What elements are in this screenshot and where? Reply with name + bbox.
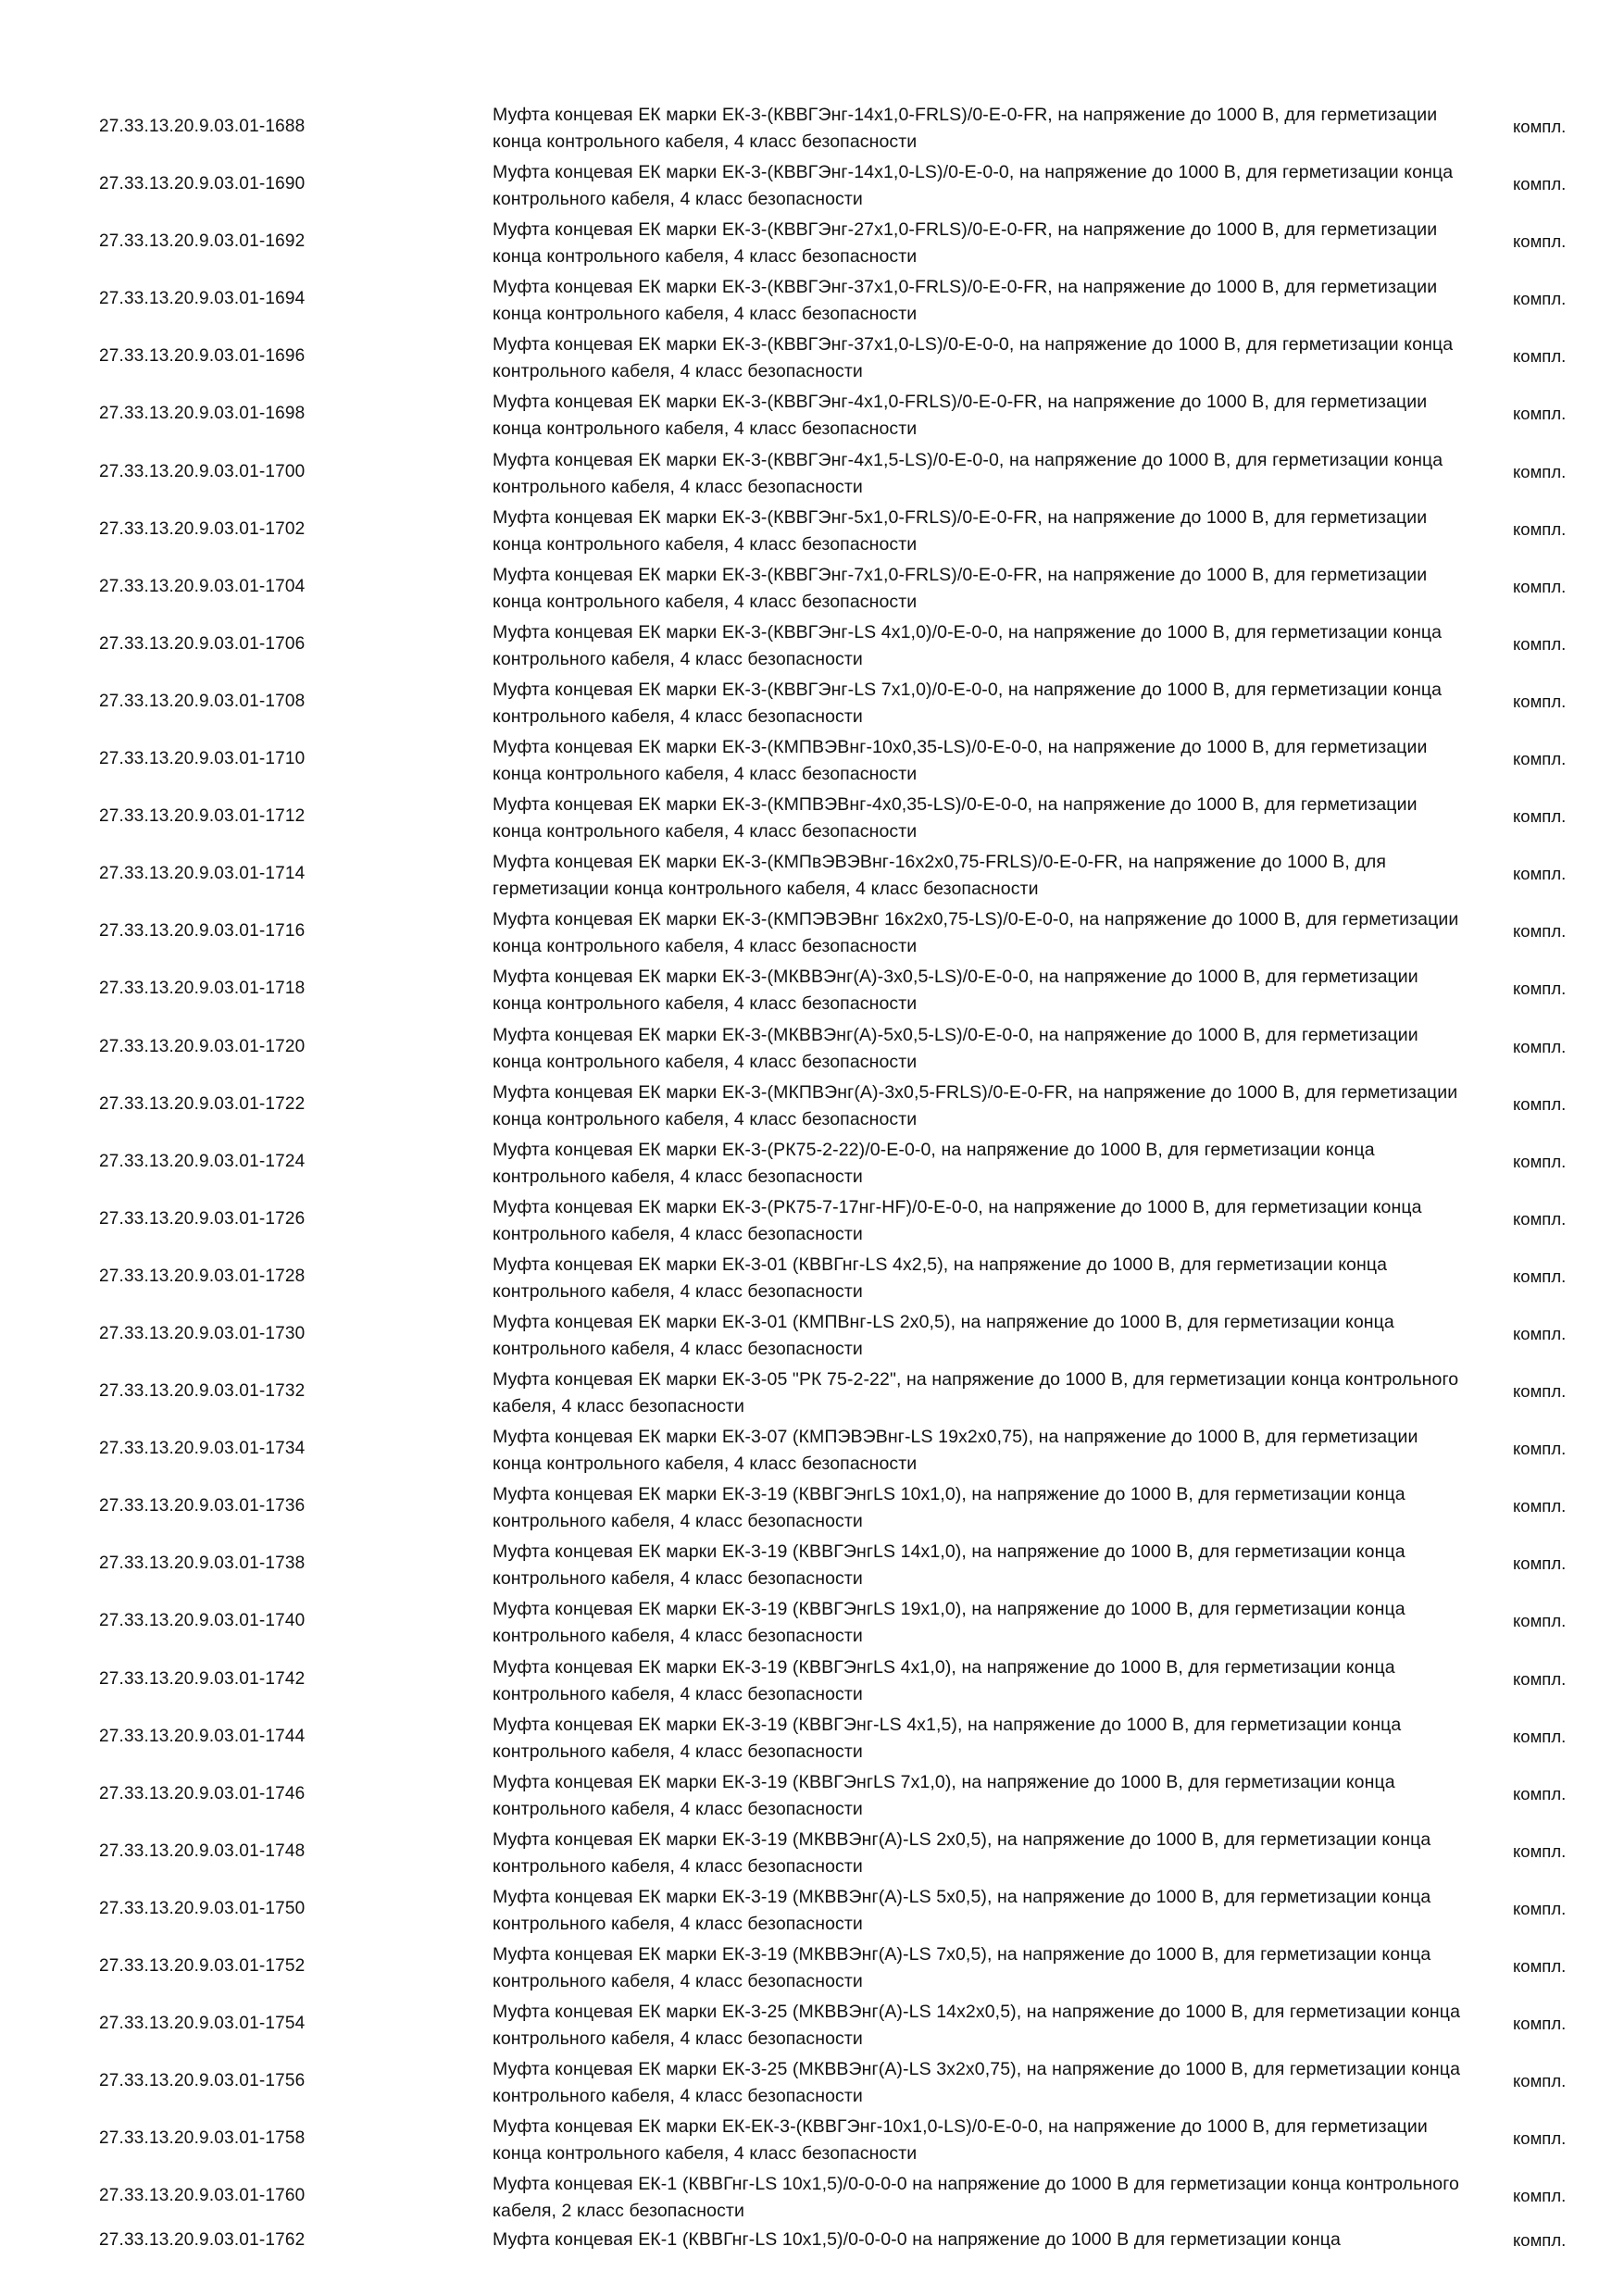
item-code: 27.33.13.20.9.03.01-1742 xyxy=(99,1668,306,1689)
item-unit: компл. xyxy=(1513,174,1567,194)
item-code: 27.33.13.20.9.03.01-1712 xyxy=(99,806,306,827)
item-description: Муфта концевая ЕК марки ЕК-3-(КВВГЭнг-7х1,0-FRLS)/0-Е-0-FR, на напряжение до 1000 В, для герметизации конца контрольного кабеля, 4 класс безопасности xyxy=(493,564,1428,612)
item-unit: компл. xyxy=(1513,1151,1567,1171)
item-code: 27.33.13.20.9.03.01-1754 xyxy=(99,2014,306,2034)
table-row xyxy=(0,616,1624,673)
item-code: 27.33.13.20.9.03.01-1748 xyxy=(99,1841,306,1861)
item-unit: компл. xyxy=(1513,2071,1567,2091)
item-description: Муфта концевая ЕК марки ЕК-3-(МКВВЭнг(А)-3х0,5-LS)/0-Е-0-0, на напряжение до 1000 В, для герметизации конца контрольного кабеля, 4 класс безопасности xyxy=(493,967,1418,1015)
item-code: 27.33.13.20.9.03.01-1734 xyxy=(99,1439,306,1459)
table-row xyxy=(0,1305,1624,1363)
item-unit: компл. xyxy=(1513,2230,1567,2251)
item-code: 27.33.13.20.9.03.01-1698 xyxy=(99,404,306,424)
item-description: Муфта концевая ЕК марки ЕК-3-19 (КВВГЭнгLS 14х1,0), на напряжение до 1000 В, для герметизации конца контрольного кабеля, 4 класс безопасности xyxy=(493,1541,1405,1590)
item-unit: компл. xyxy=(1513,231,1567,252)
item-unit: компл. xyxy=(1513,806,1567,827)
item-unit: компл. xyxy=(1513,1611,1567,1631)
item-code: 27.33.13.20.9.03.01-1728 xyxy=(99,1266,306,1286)
table-row xyxy=(0,2167,1624,2225)
table-row xyxy=(0,1478,1624,1535)
item-unit: компл. xyxy=(1513,1323,1567,1343)
item-code: 27.33.13.20.9.03.01-1722 xyxy=(99,1093,306,1114)
item-code: 27.33.13.20.9.03.01-1752 xyxy=(99,1956,306,1976)
item-unit: компл. xyxy=(1513,1898,1567,1918)
item-description: Муфта концевая ЕК марки ЕК-3-(КВВГЭнг-14х1,0-FRLS)/0-Е-0-FR, на напряжение до 1000 В, для герметизации конца контрольного кабеля, 4 класс безопасности xyxy=(493,105,1438,152)
item-code: 27.33.13.20.9.03.01-1706 xyxy=(99,633,306,654)
table-row xyxy=(0,1708,1624,1766)
item-code: 27.33.13.20.9.03.01-1710 xyxy=(99,749,306,769)
item-unit: компл. xyxy=(1513,1266,1567,1286)
table-row xyxy=(0,1133,1624,1191)
item-unit: компл. xyxy=(1513,404,1567,424)
item-description: Муфта концевая ЕК марки ЕК-3-19 (КВВГЭнгLS 10х1,0), на напряжение до 1000 В, для герметизации конца контрольного кабеля, 4 класс безопасности xyxy=(493,1484,1405,1532)
item-unit: компл. xyxy=(1513,1956,1567,1976)
item-unit: компл. xyxy=(1513,979,1567,999)
item-unit: компл. xyxy=(1513,691,1567,711)
item-unit: компл. xyxy=(1513,576,1567,596)
table-row xyxy=(0,788,1624,845)
table-row xyxy=(0,1995,1624,2053)
item-description: Муфта концевая ЕК марки ЕК-3-25 (МКВВЭнг(А)-LS 3х2х0,75), на напряжение до 1000 В, для герметизации конца контрольного кабеля, 4 класс безопасности xyxy=(493,2059,1461,2107)
item-description: Муфта концевая ЕК марки ЕК-3-(МКВВЭнг(А)-5х0,5-LS)/0-Е-0-0, на напряжение до 1000 В, для герметизации конца контрольного кабеля, 4 класс безопасности xyxy=(493,1024,1418,1072)
item-unit: компл. xyxy=(1513,1439,1567,1459)
table-row xyxy=(0,1592,1624,1650)
item-unit: компл. xyxy=(1513,1841,1567,1861)
item-unit: компл. xyxy=(1513,518,1567,539)
item-description: Муфта концевая ЕК марки ЕК-3-19 (КВВГЭнгLS 7х1,0), на напряжение до 1000 В, для герметизации конца контрольного кабеля, 4 класс безопасности xyxy=(493,1771,1395,1819)
table-row xyxy=(0,1248,1624,1305)
item-unit: компл. xyxy=(1513,1208,1567,1229)
item-description: Муфта концевая ЕК марки ЕК-3-(КВВГЭнг-5х1,0-FRLS)/0-Е-0-FR, на напряжение до 1000 В, для герметизации конца контрольного кабеля, 4 класс безопасности xyxy=(493,506,1428,555)
item-code: 27.33.13.20.9.03.01-1696 xyxy=(99,346,306,367)
table-row xyxy=(0,385,1624,443)
item-description: Муфта концевая ЕК марки ЕК-3-25 (МКВВЭнг(А)-LS 14х2х0,5), на напряжение до 1000 В, для герметизации конца контрольного кабеля, 4 класс безопасности xyxy=(493,2002,1461,2050)
table-row xyxy=(0,673,1624,730)
item-description: Муфта концевая ЕК марки ЕК-3-(КВВГЭнг-LS 4х1,0)/0-Е-0-0, на напряжение до 1000 В, для герметизации конца контрольного кабеля, 4 класс безопасности xyxy=(493,621,1443,669)
table-row xyxy=(0,501,1624,558)
item-unit: компл. xyxy=(1513,1554,1567,1574)
item-unit: компл. xyxy=(1513,921,1567,942)
table-row xyxy=(0,1420,1624,1478)
item-description: Муфта концевая ЕК марки ЕК-3-19 (МКВВЭнг(А)-LS 5х0,5), на напряжение до 1000 В, для герметизации конца контрольного кабеля, 4 класс безопасности xyxy=(493,1886,1431,1934)
item-unit: компл. xyxy=(1513,1726,1567,1746)
item-description: Муфта концевая ЕК марки ЕК-3-19 (КВВГЭнг-LS 4х1,5), на напряжение до 1000 В, для герметизации конца контрольного кабеля, 4 класс безопасности xyxy=(493,1714,1402,1762)
item-description: Муфта концевая ЕК марки ЕК-3-(РК75-7-17нг-HF)/0-Е-0-0, на напряжение до 1000 В, для герметизации конца контрольного кабеля, 4 класс безопасности xyxy=(493,1196,1422,1244)
item-code: 27.33.13.20.9.03.01-1744 xyxy=(99,1726,306,1746)
item-description: Муфта концевая ЕК марки ЕК-3-19 (КВВГЭнгLS 19х1,0), на напряжение до 1000 В, для герметизации конца контрольного кабеля, 4 класс безопасности xyxy=(493,1599,1405,1647)
item-unit: компл. xyxy=(1513,864,1567,884)
table-row xyxy=(0,845,1624,903)
item-code: 27.33.13.20.9.03.01-1730 xyxy=(99,1323,306,1343)
item-code: 27.33.13.20.9.03.01-1758 xyxy=(99,2128,306,2149)
item-description: Муфта концевая ЕК марки ЕК-3-(КВВГЭнг-4х1,5-LS)/0-Е-0-0, на напряжение до 1000 В, для герметизации конца контрольного кабеля, 4 класс безопасности xyxy=(493,449,1443,497)
item-description: Муфта концевая ЕК марки ЕК-3-(КВВГЭнг-14х1,0-LS)/0-Е-0-0, на напряжение до 1000 В, для герметизации конца контрольного кабеля, 4 класс безопасности xyxy=(493,162,1454,210)
item-description: Муфта концевая ЕК марки ЕК-3-(КВВГЭнг-LS 7х1,0)/0-Е-0-0, на напряжение до 1000 В, для герметизации конца контрольного кабеля, 4 класс безопасности xyxy=(493,679,1443,727)
item-description: Муфта концевая ЕК марки ЕК-3-19 (МКВВЭнг(А)-LS 2х0,5), на напряжение до 1000 В, для герметизации конца контрольного кабеля, 4 класс безопасности xyxy=(493,1828,1431,1877)
item-unit: компл. xyxy=(1513,749,1567,769)
item-description: Муфта концевая ЕК марки ЕК-3-(КВВГЭнг-37х1,0-LS)/0-Е-0-0, на напряжение до 1000 В, для герметизации конца контрольного кабеля, 4 класс безопасности xyxy=(493,334,1454,382)
item-description: Муфта концевая ЕК марки ЕК-3-(КМПВЭВнг-4х0,35-LS)/0-Е-0-0, на напряжение до 1000 В, для герметизации конца контрольного кабеля, 4 класс безопасности xyxy=(493,794,1418,842)
item-code: 27.33.13.20.9.03.01-1746 xyxy=(99,1783,306,1803)
item-unit: компл. xyxy=(1513,2014,1567,2034)
item-code: 27.33.13.20.9.03.01-1714 xyxy=(99,864,306,884)
item-unit: компл. xyxy=(1513,1496,1567,1516)
item-unit: компл. xyxy=(1513,633,1567,654)
table-row xyxy=(0,1076,1624,1133)
item-code: 27.33.13.20.9.03.01-1716 xyxy=(99,921,306,942)
item-code: 27.33.13.20.9.03.01-1694 xyxy=(99,289,306,309)
item-code: 27.33.13.20.9.03.01-1688 xyxy=(99,117,306,136)
item-unit: компл. xyxy=(1513,1381,1567,1402)
table-row xyxy=(0,903,1624,960)
item-code: 27.33.13.20.9.03.01-1756 xyxy=(99,2071,306,2091)
table-row xyxy=(0,98,1624,156)
item-description: Муфта концевая ЕК марки ЕК-3-05 "РК 75-2-22", на напряжение до 1000 В, для герметизации конца контрольного кабеля, 4 класс безопасности xyxy=(493,1369,1459,1417)
item-description: Муфта концевая ЕК марки ЕК-3-(МКПВЭнг(А)-3х0,5-FRLS)/0-Е-0-FR, на напряжение до 1000 В, для герметизации конца контрольного кабеля, 4 класс безопасности xyxy=(493,1081,1458,1129)
item-description: Муфта концевая ЕК марки ЕК-3-(КМПвЭВЭВнг-16х2х0,75-FRLS)/0-Е-0-FR, на напряжение до 1000 В, для герметизации конца контрольного кабеля, 4 класс безопасности xyxy=(493,852,1387,900)
item-description: Муфта концевая ЕК марки ЕК-3-(КМПВЭВнг-10х0,35-LS)/0-Е-0-0, на напряжение до 1000 В, для герметизации конца контрольного кабеля, 4 класс безопасности xyxy=(493,737,1428,785)
item-code: 27.33.13.20.9.03.01-1700 xyxy=(99,461,306,481)
item-code: 27.33.13.20.9.03.01-1738 xyxy=(99,1554,306,1574)
item-unit: компл. xyxy=(1513,2186,1567,2206)
item-description: Муфта концевая ЕК марки ЕК-3-(КМПЭВЭВнг 16х2х0,75-LS)/0-Е-0-0, на напряжение до 1000 В, для герметизации конца контрольного кабеля, 4 класс безопасности xyxy=(493,909,1459,957)
table-row xyxy=(0,2225,1624,2282)
item-description: Муфта концевая ЕК марки ЕК-3-19 (КВВГЭнгLS 4х1,0), на напряжение до 1000 В, для герметизации конца контрольного кабеля, 4 класс безопасности xyxy=(493,1656,1395,1704)
item-unit: компл. xyxy=(1513,289,1567,309)
item-description: Муфта концевая ЕК марки ЕК-3-(КВВГЭнг-37х1,0-FRLS)/0-Е-0-FR, на напряжение до 1000 В, для герметизации конца контрольного кабеля, 4 класс безопасности xyxy=(493,277,1438,325)
item-code: 27.33.13.20.9.03.01-1708 xyxy=(99,691,306,711)
item-code: 27.33.13.20.9.03.01-1732 xyxy=(99,1381,306,1402)
item-unit: компл. xyxy=(1513,1783,1567,1803)
table-row xyxy=(0,1651,1624,1708)
table-row xyxy=(0,1938,1624,1995)
item-description: Муфта концевая ЕК-1 (КВВГнг-LS 10х1,5)/0-0-0-0 на напряжение до 1000 В для герметизации конца контрольного кабеля, 2 класс безопасности xyxy=(493,2174,1459,2222)
item-code: 27.33.13.20.9.03.01-1690 xyxy=(99,174,306,194)
item-description: Муфта концевая ЕК марки ЕК-3-01 (КВВГнг-LS 4х2,5), на напряжение до 1000 В, для герметизации конца контрольного кабеля, 4 класс безопасности xyxy=(493,1254,1388,1302)
table-row xyxy=(0,1766,1624,1823)
item-code: 27.33.13.20.9.03.01-1724 xyxy=(99,1151,306,1171)
table-row xyxy=(0,2110,1624,2167)
item-description: Муфта концевая ЕК-1 (КВВГнг-LS 10х1,5)/0-0-0-0 на напряжение до 1000 В для герметизации конца xyxy=(493,2229,1341,2251)
item-code: 27.33.13.20.9.03.01-1720 xyxy=(99,1036,306,1056)
table-row xyxy=(0,443,1624,501)
table-row xyxy=(0,328,1624,385)
table-row xyxy=(0,1363,1624,1420)
item-code: 27.33.13.20.9.03.01-1740 xyxy=(99,1611,306,1631)
item-unit: компл. xyxy=(1513,346,1567,367)
table-row xyxy=(0,1823,1624,1880)
item-code: 27.33.13.20.9.03.01-1762 xyxy=(99,2230,306,2251)
table-row xyxy=(0,1880,1624,1938)
item-code: 27.33.13.20.9.03.01-1702 xyxy=(99,518,306,539)
item-description: Муфта концевая ЕК марки ЕК-3-07 (КМПЭВЭВнг-LS 19х2х0,75), на напряжение до 1000 В, для герметизации конца контрольного кабеля, 4 класс безопасности xyxy=(493,1427,1418,1475)
item-description: Муфта концевая ЕК марки ЕК-3-(КВВГЭнг-27х1,0-FRLS)/0-Е-0-FR, на напряжение до 1000 В, для герметизации конца контрольного кабеля, 4 класс безопасности xyxy=(493,219,1438,268)
item-description: Муфта концевая ЕК марки ЕК-3-01 (КМПВнг-LS 2х0,5), на напряжение до 1000 В, для герметизации конца контрольного кабеля, 4 класс безопасности xyxy=(493,1311,1394,1359)
item-unit: компл. xyxy=(1513,117,1567,136)
item-code: 27.33.13.20.9.03.01-1726 xyxy=(99,1208,306,1229)
item-unit: компл. xyxy=(1513,1668,1567,1689)
table-row xyxy=(0,1535,1624,1592)
item-code: 27.33.13.20.9.03.01-1692 xyxy=(99,231,306,252)
table-row xyxy=(0,960,1624,1017)
item-unit: компл. xyxy=(1513,461,1567,481)
table-row xyxy=(0,1018,1624,1076)
item-code: 27.33.13.20.9.03.01-1718 xyxy=(99,979,306,999)
table-row xyxy=(0,558,1624,616)
item-unit: компл. xyxy=(1513,1036,1567,1056)
item-code: 27.33.13.20.9.03.01-1704 xyxy=(99,576,306,596)
table-row xyxy=(0,156,1624,213)
table-row xyxy=(0,2053,1624,2110)
item-description: Муфта концевая ЕК марки ЕК-ЕК-3-(КВВГЭнг-10х1,0-LS)/0-Е-0-0, на напряжение до 1000 В, для герметизации конца контрольного кабеля, 4 класс безопасности xyxy=(493,2116,1428,2165)
item-unit: компл. xyxy=(1513,1093,1567,1114)
item-code: 27.33.13.20.9.03.01-1750 xyxy=(99,1898,306,1918)
table-row xyxy=(0,1191,1624,1248)
item-description: Муфта концевая ЕК марки ЕК-3-(РК75-2-22)/0-Е-0-0, на напряжение до 1000 В, для герметизации конца контрольного кабеля, 4 класс безопасности xyxy=(493,1139,1375,1187)
item-code: 27.33.13.20.9.03.01-1736 xyxy=(99,1496,306,1516)
price-table xyxy=(0,98,1624,2283)
item-description: Муфта концевая ЕК марки ЕК-3-19 (МКВВЭнг(А)-LS 7х0,5), на напряжение до 1000 В, для герметизации конца контрольного кабеля, 4 класс безопасности xyxy=(493,1944,1431,1991)
table-row xyxy=(0,730,1624,788)
table-row xyxy=(0,270,1624,328)
item-unit: компл. xyxy=(1513,2128,1567,2149)
item-description: Муфта концевая ЕК марки ЕК-3-(КВВГЭнг-4х1,0-FRLS)/0-Е-0-FR, на напряжение до 1000 В, для герметизации конца контрольного кабеля, 4 класс безопасности xyxy=(493,392,1428,440)
table-row xyxy=(0,213,1624,270)
item-code: 27.33.13.20.9.03.01-1760 xyxy=(99,2186,306,2206)
